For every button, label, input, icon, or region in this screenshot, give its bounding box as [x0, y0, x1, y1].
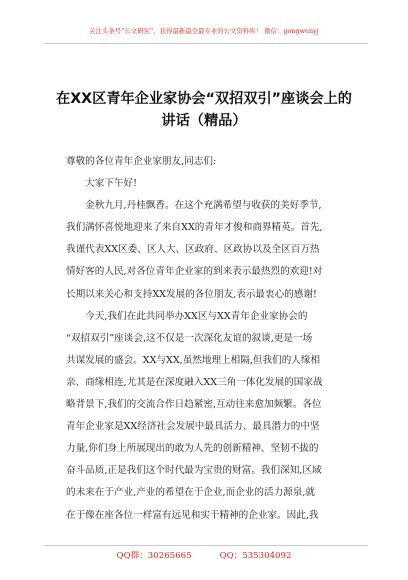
footer-qq-group: QQ群：30265665 [116, 551, 192, 561]
document-body [66, 151, 372, 527]
body-line: 我们满怀喜悦地迎来了来自XX的青年才俊和商界精英。首先, [66, 222, 323, 234]
body-line: 共谋发展的盛会。XX与XX,虽然地理上相隔,但我们的人缘相 [66, 354, 321, 366]
body-line: 青年企业家是XX经济社会发展中最具活力、最具潜力的中坚 [66, 421, 320, 433]
header-banner: 关注头条号“公文研究”，获得最新最全最专业的公文资料库！ 微信：gongwenyj [89, 28, 319, 35]
body-line: 的未来在于产业,产业的希望在于企业,而企业的活力源泉,就 [66, 487, 315, 499]
document-title-line-1: 在XX区青年企业家协会“双招双引”座谈会上的 [56, 91, 352, 107]
body-line: “双招双引”座谈会,这不仅是一次深化友谊的叙谈,更是一场 [66, 332, 313, 344]
body-line: 长期以来关心和支持XX发展的各位朋友,表示最衷心的感谢! [66, 288, 317, 300]
footer-contact [0, 549, 408, 561]
document-title-line-2: 讲话（精品） [161, 113, 247, 129]
body-line: 大家下午好! [66, 178, 138, 190]
header-divider [44, 43, 368, 44]
body-line: 奋斗品质,正是我们这个时代最为宝贵的财富。我们深知,区域 [66, 465, 322, 477]
body-line: 金秋九月,丹桂飘香。在这个充满希望与收获的美好季节, [66, 200, 322, 212]
footer-qq-number: QQ：535304092 [219, 551, 292, 561]
footer-divider [44, 545, 368, 546]
body-line: 力量,你们身上所展现出的敢为人先的创新精神、坚韧不拔的 [66, 443, 319, 455]
body-line: 情好客的人民,对各位青年企业家的到来表示最热烈的欢迎!对 [66, 266, 323, 278]
body-line: 尊敬的各位青年企业家朋友,同志们: [66, 156, 217, 167]
body-line: 今天,我们在此共同举办XX区与XX青年企业家协会的 [66, 310, 308, 322]
body-line: 亲、商缘相连,尤其是在深度融入XX三角一体化发展的国家战 [66, 376, 323, 388]
document-title [40, 88, 368, 132]
body-line: 在于像在座各位一样富有远见和实干精神的企业家。因此,我 [66, 509, 319, 521]
body-line: 我谨代表XX区委、区人大、区政府、区政协以及全区百万热 [66, 244, 320, 256]
body-line: 略背景下,我们的交流合作日趋紧密,互动往来愈加频繁。各位 [66, 399, 322, 411]
